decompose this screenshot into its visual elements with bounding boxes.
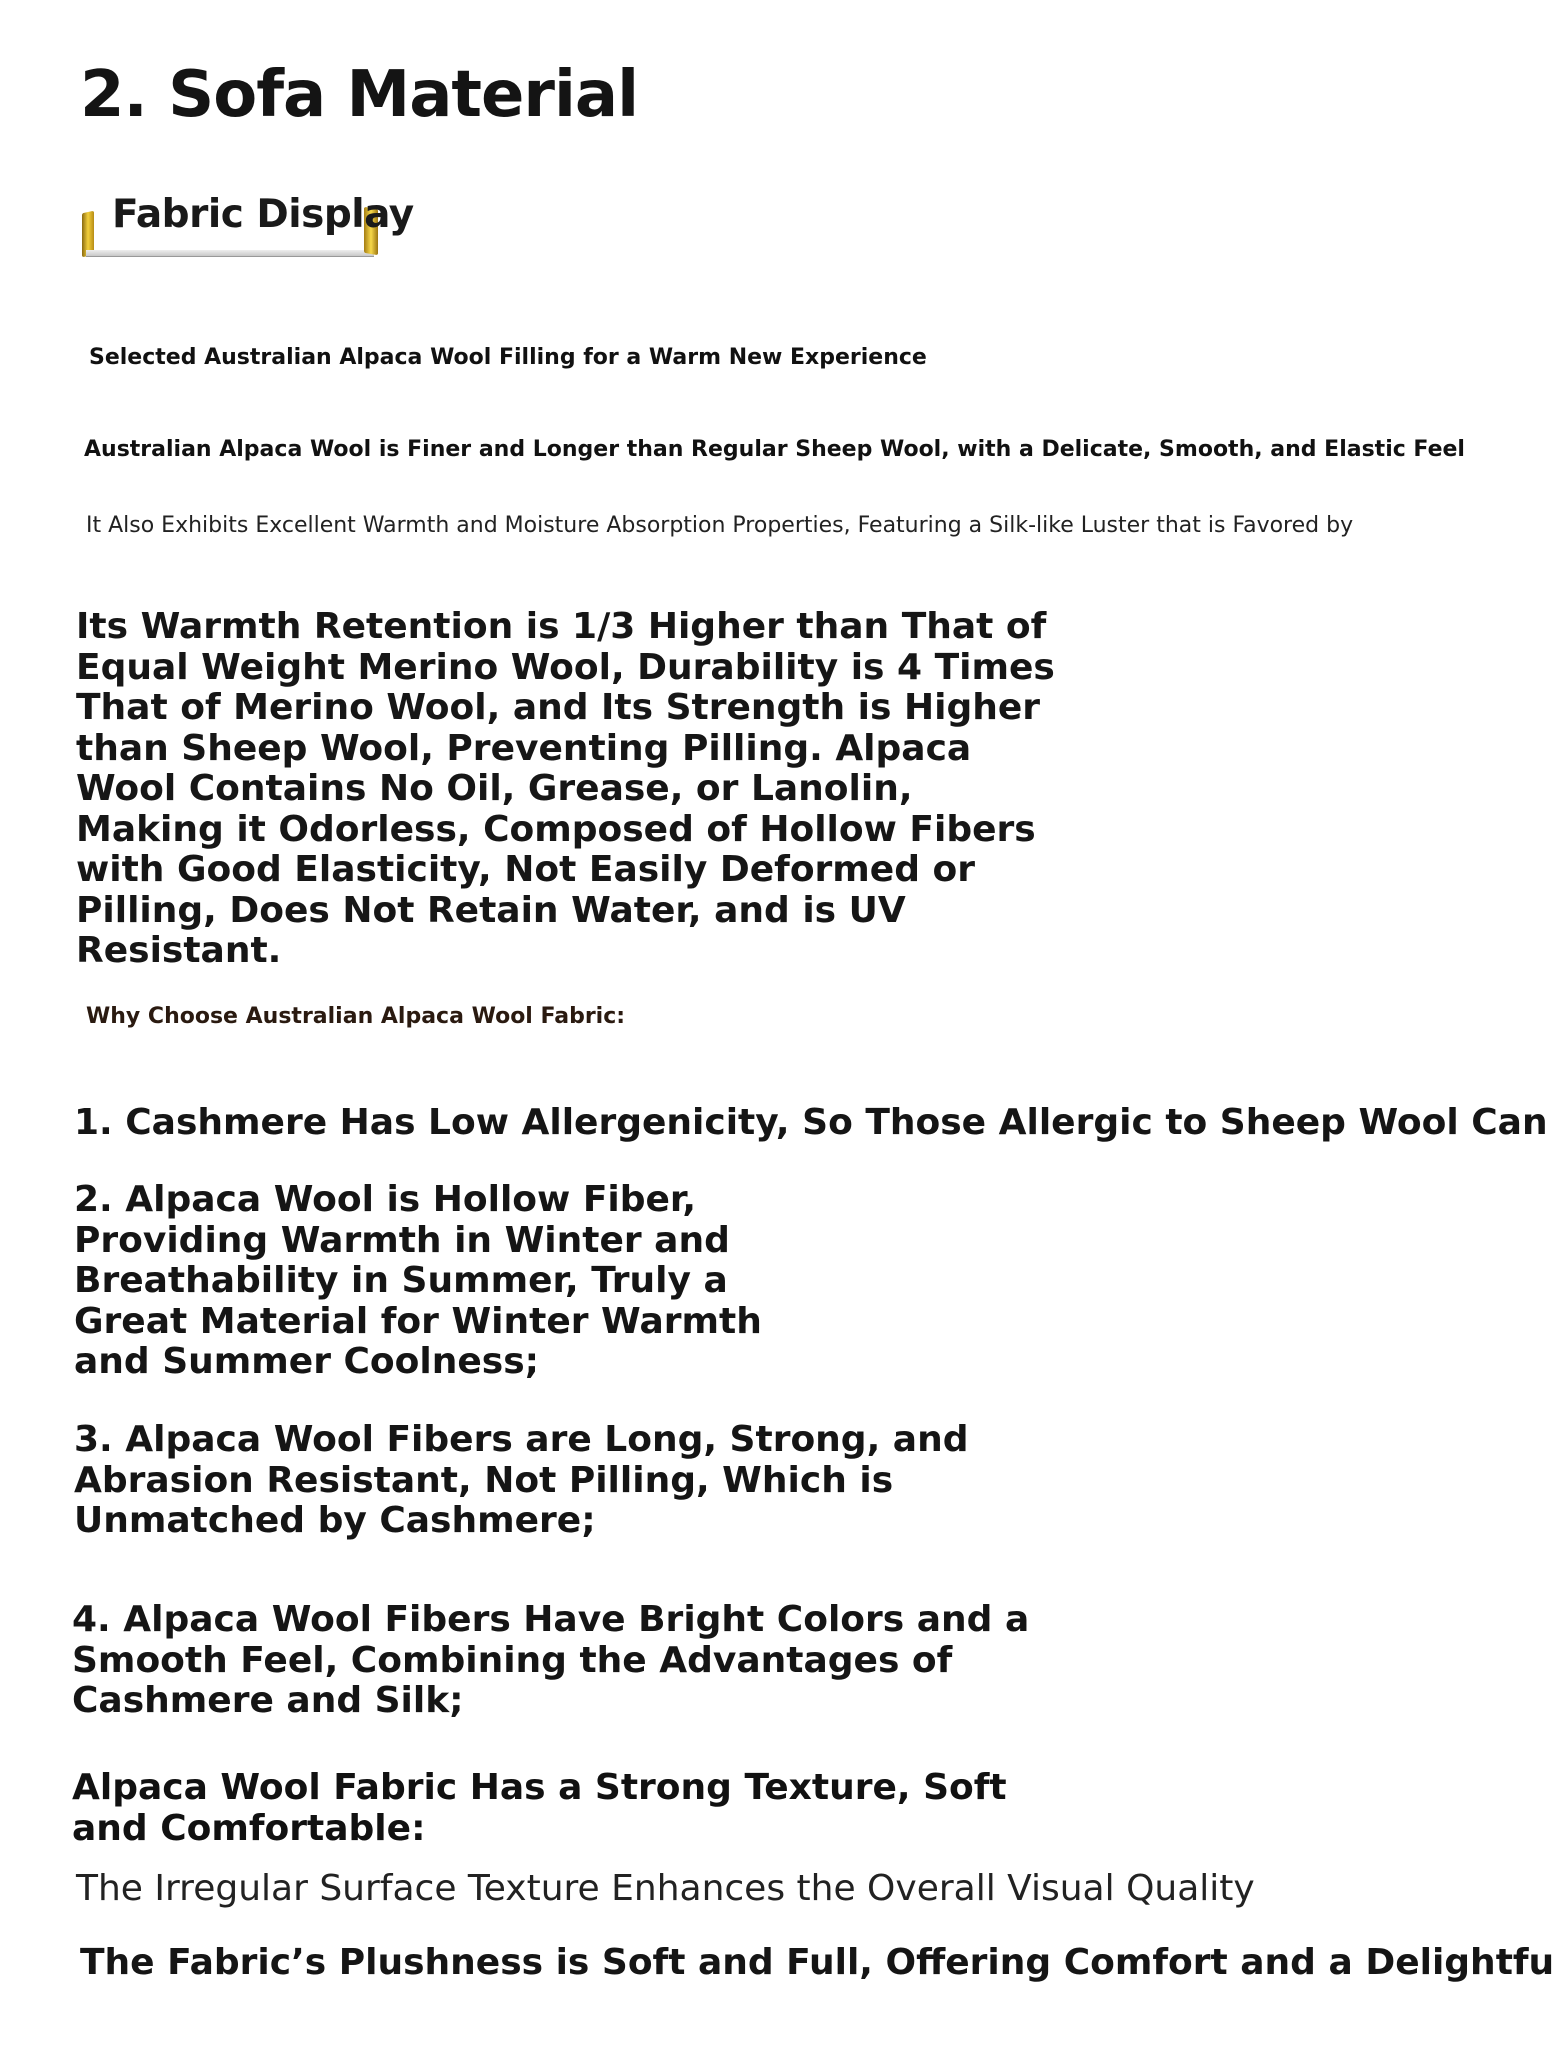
list-item: 3. Alpaca Wool Fibers are Long, Strong, and Abrasion Resistant, Not Pilling, Which is Unmatched by Cashmere; bbox=[74, 1419, 969, 1541]
list-item: 1. Cashmere Has Low Allergenicity, So Those Allergic to Sheep Wool Can bbox=[74, 1102, 1548, 1143]
banner-board bbox=[86, 250, 374, 257]
texture-heading: Alpaca Wool Fabric Has a Strong Texture, Soft and Comfortable: bbox=[72, 1767, 1007, 1849]
list-item: 2. Alpaca Wool is Hollow Fiber, Providing Warmth in Winter and Breathability in Summer, Truly a Great Material for Winter Warmth and Summer Coolness; bbox=[74, 1179, 762, 1382]
main-paragraph: Its Warmth Retention is 1/3 Higher than That of Equal Weight Merino Wool, Durability is 4 Times That of Merino Wool, and Its Strength is Higher than Sheep Wool, Preventing Pilling. Alpaca Wool Contains No Oil, Grease, or Lanolin, Making it Odorless, Composed of Hollow Fibers with Good Elasticity, Not Easily Deformed or Pilling, Does Not Retain Water, and is UV Resistant. bbox=[76, 606, 1055, 971]
page-title: 2. Sofa Material bbox=[80, 58, 638, 132]
intro-line-1: Selected Australian Alpaca Wool Filling for a Warm New Experience bbox=[89, 345, 927, 370]
list-item: 4. Alpaca Wool Fibers Have Bright Colors and a Smooth Feel, Combining the Advantages of Cashmere and Silk; bbox=[72, 1599, 1030, 1721]
why-heading: Why Choose Australian Alpaca Wool Fabric: bbox=[86, 1004, 626, 1029]
texture-line-1: The Irregular Surface Texture Enhances the Overall Visual Quality bbox=[76, 1868, 1255, 1909]
intro-line-3: It Also Exhibits Excellent Warmth and Moisture Absorption Properties, Featuring a Silk-like Luster that is Favored by bbox=[86, 513, 1354, 538]
texture-line-2: The Fabric’s Plushness is Soft and Full, Offering Comfort and a Delightfu bbox=[80, 1942, 1554, 1983]
fabric-display-banner bbox=[82, 188, 414, 270]
banner-label: Fabric Display bbox=[112, 192, 414, 237]
intro-line-2: Australian Alpaca Wool is Finer and Longer than Regular Sheep Wool, with a Delicate, Smooth, and Elastic Feel bbox=[84, 437, 1465, 462]
